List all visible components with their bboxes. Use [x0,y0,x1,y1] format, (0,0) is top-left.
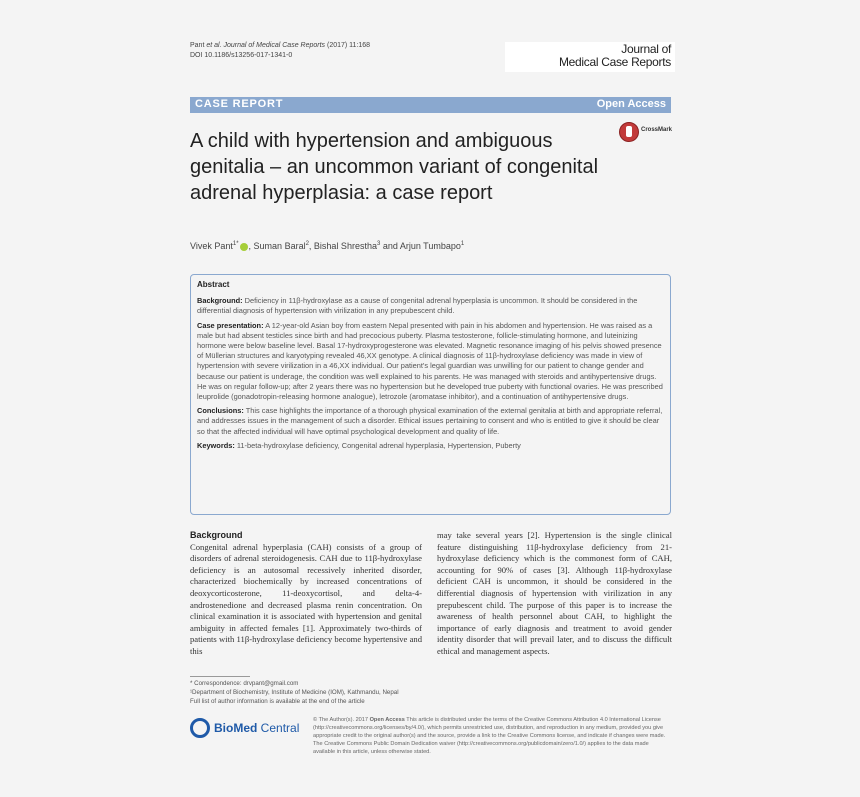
abstract-section-text: Deficiency in 11β-hydroxylase as a cause of congenital adrenal hyperplasia is uncommon. It should be considered in the differential diagnosis of hypertension with virilization in any prepubescent child. [197,296,638,316]
article-type-label: CASE REPORT [195,98,284,110]
citation-doi: DOI 10.1186/s13256-017-1341-0 [190,52,293,59]
publisher-name-normal: Central [257,721,300,735]
author-affiliation: 3 [376,241,381,247]
abstract-background [197,296,665,316]
abstract-case-presentation [197,321,665,403]
abstract-section-text: 11-beta-hydroxylase deficiency, Congenital adrenal hyperplasia, Hypertension, Puberty [234,440,521,450]
abstract-section-text: This case highlights the importance of a thorough physical examination of the external genitalia at birth and appropriate referral, and addresses issues in the management of such a disorder. Ethical issues pertaining to consent and who is entitled to give it should be clear so that the affected individual will have optimal psychological development and quality of life. [197,406,663,436]
author-affiliation: 1* [232,241,239,247]
license-text: This article is distributed under the terms of the Creative Commons Attribution 4.0 International License (http://creativecommons.org/licenses/by/4.0/), which permits unrestricted use, distribution, and reproduction in any medium, provided you give appropriate credit to the original author(s) and the source, provide a link to the Creative Commons license, and indicate if changes were made. The Creative Commons Public Domain Dedication waiver (http://creativecommons.org/publicdomain/zero/1.0/) applies to the data made available in this article, unless otherwise stated. [313,717,666,755]
abstract-section-label: Background: [197,296,243,306]
author-name: Vivek Pant [190,241,233,251]
abstract-section-label: Keywords: [197,440,235,450]
orcid-icon[interactable] [240,243,248,251]
citation-etal: et al. [206,42,222,49]
journal-name-line-1: Journal of [621,42,671,56]
author-affiliation: 2 [305,241,309,247]
citation-line-1 [190,41,370,51]
article-title: A child with hypertension and ambiguous genitalia – an uncommon variant of congenital adrenal hyperplasia: a case report [190,130,599,204]
abstract-section-text: A 12-year-old Asian boy from eastern Nepal presented with pain in his abdomen and hypertension. He was raised as a male but had absent testicles since birth and had precocious puberty. Plasma testosterone, follicle-stimulating hormone, and luteinizing hormone were below baseline level. Basal 17-hydroxyprogesterone was elevated. Magnetic resonance imaging of his pelvis showed presence of Müllerian structures and karyotyping revealed 46,XX genotype. A clinical diagnosis of 11β-hydroxylase deficiency was made in view of hypertension with severe virilization in a 46,XX individual. Our patient's legal guardian was unwilling for our patient to change gender and because our patient is underage, the condition was well explained to his parents. He was managed with steroids and antihypertensive drugs. He was on regular follow-up; after 2 years there was no hypertension but he developed true puberty with functional ovaries. He was prescribed leuprolide (gonadotropin-releasing hormone analogue), letrozole (aromatase inhibitor), and a continuation of antihypertensive drugs. [197,320,663,402]
biomed-central-logo-icon [190,718,210,738]
license-open-access: Open Access [369,717,405,723]
abstract-section-label: Case presentation: [197,320,264,330]
body-column-left [190,530,422,658]
citation [190,41,370,61]
publisher-name [214,721,299,735]
author-affiliation: 1 [460,241,465,247]
body-column-right [437,530,672,658]
author-name: , Bishal Shrestha [308,241,377,251]
abstract-box [190,274,671,515]
publisher-logo [190,717,305,741]
crossmark-icon [619,122,639,142]
abstract-conclusions [197,406,665,437]
open-access-label: Open Access [596,98,666,110]
journal-name [559,43,671,69]
affiliation-footnote: ¹Department of Biochemistry, Institute of Medicine (IOM), Kathmandu, Nepal [190,689,399,696]
section-heading: Background [190,530,243,540]
author-name: and Arjun Tumbapo [380,241,461,251]
author-info-footnote: Full list of author information is available at the end of the article [190,698,365,705]
body-paragraph: may take several years [2]. Hypertension is the single clinical feature distinguishing 11β-hydroxylase deficiency from 21-hydroxylase deficiency which is the commonest form of CAH, accounting for 90% of cases [3]. Although 11β-hydroxylase deficient CAH is uncommon, it should be considered in the differential diagnosis of hypertension with virilization in any prepubescent child. The purpose of this paper is to increase the awareness of health personnel about CAH, to highlight the importance of early diagnosis and treatment to avoid gender identity disorder that will prevail later, and to discuss the difficult ethical and management aspects. [437,530,672,656]
citation-journal: Journal of Medical Case Reports [223,42,326,49]
footnote-divider [190,676,250,677]
journal-name-line-2: Medical Case Reports [558,55,671,69]
crossmark-label: CrossMark [641,127,673,133]
abstract-section-label: Conclusions: [197,406,244,416]
abstract-keywords [197,441,665,451]
abstract-heading: Abstract [197,280,230,289]
footnotes [190,679,430,706]
license-statement [313,716,669,756]
author-name: , Suman Baral [248,241,306,251]
article-type-banner [190,97,671,113]
copyright-text: © The Author(s). 2017 [313,717,370,723]
author-list [190,241,464,251]
citation-volume: (2017) 11:168 [325,42,371,49]
correspondence-footnote: * Correspondence: drvpant@gmail.com [190,680,299,687]
journal-logo [505,42,675,72]
body-paragraph: Congenital adrenal hyperplasia (CAH) consists of a group of disorders of adrenal steroidogenesis. CAH due to 11β-hydroxylase deficiency is an autosomal recessively inherited disorder, characterized biochemically by increased concentrations of deoxycorticosterone, 11-deoxycortisol, and delta-4-androstenedione and decreased plasma renin concentration. On clinical examination it is associated with hypertension and genital ambiguity in affected females [1]. Approximately two-thirds of patients with 11β-hydroxylase deficiency become hypertensive and this [190,541,422,656]
publisher-name-bold: BioMed [214,721,258,735]
crossmark-button[interactable] [619,122,679,142]
citation-authors: Pant [190,42,207,49]
